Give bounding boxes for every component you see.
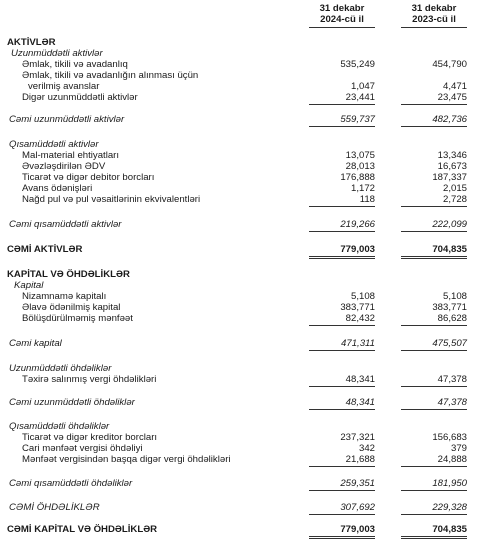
row-label: Kapital	[14, 280, 44, 291]
value-2024: 559,737	[309, 114, 375, 127]
value-2024: 779,003	[309, 244, 375, 259]
value-2024: 535,249	[340, 59, 375, 70]
row-total-current-liabilities	[0, 478, 481, 490]
value-2023: 5,108	[442, 291, 467, 302]
row-other-taxes	[0, 454, 481, 466]
value-2023: 187,337	[432, 172, 467, 183]
row-deferred-tax	[0, 374, 481, 386]
row-label: Bölüşdürülməmiş mənfəət	[22, 313, 133, 324]
row-label: Ticarət və digər kreditor borcları	[22, 432, 158, 443]
row-label: Cari mənfəət vergisi öhdəliyi	[22, 443, 143, 454]
row-total-noncurrent-liabilities	[0, 397, 481, 409]
value-2024: 237,321	[340, 432, 375, 443]
row-label: Əlavə ödənilmiş kapital	[22, 302, 121, 313]
value-2024: 5,108	[350, 291, 375, 302]
value-2024: 342	[358, 443, 375, 454]
row-label: Avans ödənişləri	[22, 183, 93, 194]
value-2024: 28,013	[345, 161, 375, 172]
value-2023: 13,346	[437, 150, 467, 161]
value-2023: 181,950	[401, 478, 467, 491]
value-2023: 379	[450, 443, 467, 454]
header-2024-line2: 2024-cü il	[320, 14, 364, 25]
row-label: Cəmi uzunmüddətli aktivlər	[9, 114, 125, 125]
row-total-noncurrent-assets	[0, 114, 481, 126]
value-2024: 307,692	[309, 502, 375, 515]
row-cash	[0, 194, 481, 206]
row-total-capital	[0, 338, 481, 350]
value-2024: 48,341	[309, 374, 375, 387]
row-label: Qısamüddətli öhdəliklər	[9, 421, 110, 432]
row-label: Nağd pul və pul vəsaitlərinin ekvivalentləri	[22, 194, 201, 205]
row-label: verilmiş avanslar	[28, 81, 100, 92]
value-2023: 156,683	[432, 432, 467, 443]
value-2023: 704,835	[401, 244, 467, 259]
row-label: Uzunmüddətli öhdəliklər	[9, 363, 112, 374]
value-2023: 24,888	[401, 454, 467, 467]
value-2024: 383,771	[340, 302, 375, 313]
value-2023: 16,673	[437, 161, 467, 172]
header-2023-line2: 2023-cü il	[412, 14, 456, 25]
value-2023: 454,790	[432, 59, 467, 70]
row-label: Uzunmüddətli aktivlər	[11, 48, 103, 59]
row-label: CƏMİ ÖHDƏLİKLƏR	[9, 502, 100, 513]
value-2024: 259,351	[309, 478, 375, 491]
row-label: Əvəzləşdirilən ƏDV	[22, 161, 106, 172]
row-label: Təxirə salınmış vergi öhdəlikləri	[22, 374, 157, 385]
value-2024: 219,266	[309, 219, 375, 232]
value-2023: 475,507	[401, 338, 467, 351]
header-rule-2024	[309, 27, 375, 28]
row-label: CƏMİ AKTİVLƏR	[7, 244, 83, 255]
row-label: CƏMİ KAPİTAL VƏ ÖHDƏLİKLƏR	[7, 524, 158, 535]
value-2024: 779,003	[309, 524, 375, 539]
row-total-equity-liabilities	[0, 524, 481, 536]
value-2024: 176,888	[340, 172, 375, 183]
row-label: Əmlak, tikili və avadanlıq	[22, 59, 128, 70]
value-2023: 2,015	[442, 183, 467, 194]
row-label: Qısamüddətli aktivlər	[9, 139, 99, 150]
value-2024: 1,047	[350, 81, 375, 92]
row-retained-earnings	[0, 313, 481, 325]
row-label: Əmlak, tikili və avadanlığın alınması üçün	[22, 70, 199, 81]
value-2023: 229,328	[401, 502, 467, 515]
row-label: Mənfəət vergisindən başqa digər vergi öhdəlikləri	[22, 454, 231, 465]
value-2023: 47,378	[401, 374, 467, 387]
value-2023: 383,771	[432, 302, 467, 313]
value-2024: 23,441	[309, 92, 375, 105]
value-2024: 118	[309, 194, 375, 207]
row-label: Cəmi qısamüddətli öhdəliklər	[9, 478, 133, 489]
header-2023	[401, 3, 467, 25]
row-total-assets	[0, 244, 481, 256]
header-2024-line1: 31 dekabr	[319, 3, 365, 14]
value-2023: 482,736	[401, 114, 467, 127]
row-label: Cəmi kapital	[9, 338, 62, 349]
value-2024: 1,172	[350, 183, 375, 194]
row-label: Nizamnamə kapitalı	[22, 291, 107, 302]
value-2024: 82,432	[309, 313, 375, 326]
value-2023: 4,471	[442, 81, 467, 92]
value-2024: 13,075	[345, 150, 375, 161]
value-2023: 23,475	[401, 92, 467, 105]
row-label: Digər uzunmüddətli aktivlər	[22, 92, 138, 103]
row-total-current-assets	[0, 219, 481, 231]
value-2023: 704,835	[401, 524, 467, 539]
row-total-liabilities	[0, 502, 481, 514]
value-2023: 47,378	[401, 397, 467, 410]
row-label: Cəmi uzunmüddətli öhdəliklər	[9, 397, 135, 408]
row-label: Ticarət və digər debitor borcları	[22, 172, 155, 183]
row-label: AKTİVLƏR	[7, 37, 56, 48]
row-other-noncurrent-assets	[0, 92, 481, 104]
header-2024	[309, 3, 375, 25]
row-label: KAPİTAL VƏ ÖHDƏLİKLƏR	[7, 269, 130, 280]
header-rule-2023	[401, 27, 467, 28]
value-2023: 86,628	[401, 313, 467, 326]
value-2024: 48,341	[309, 397, 375, 410]
value-2023: 222,099	[401, 219, 467, 232]
row-label: Mal-material ehtiyatları	[22, 150, 120, 161]
value-2024: 471,311	[309, 338, 375, 351]
value-2023: 2,728	[401, 194, 467, 207]
row-label: Cəmi qısamüddətli aktivlər	[9, 219, 122, 230]
header-2023-line1: 31 dekabr	[411, 3, 457, 14]
value-2024: 21,688	[309, 454, 375, 467]
